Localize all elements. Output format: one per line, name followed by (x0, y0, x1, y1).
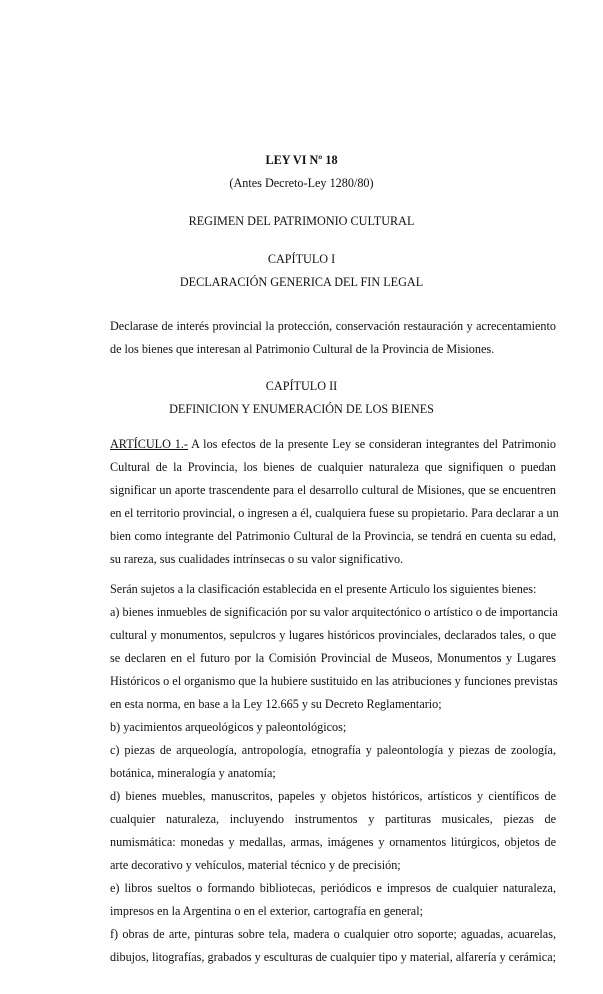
article-1-text: A los efectos de la presente Ley se consideran integrantes del Patrimonio (187, 437, 557, 451)
list-item-e-line: impresos en la Argentina o en el exterior, cartografía en general; (110, 904, 423, 918)
list-item-d-line: cualquier naturaleza, incluyendo instrumentos y partituras musicales, piezas de (110, 812, 556, 826)
paragraph-line: de los bienes que interesan al Patrimonio Cultural de la Provincia de Misiones. (110, 342, 495, 356)
paragraph-line: Declarase de interés provincial la protección, conservación restauración y acrecentamiento (110, 319, 556, 333)
law-title: LEY VI Nº 18 (265, 153, 338, 167)
paragraph-line: Cultural de la Provincia, los bienes de cualquier naturaleza que signifiquen o puedan (110, 460, 556, 474)
list-item-a-line: a) bienes inmuebles de significación por su valor arquitectónico o artístico o de importancia (110, 605, 558, 619)
list-item-a-line: Históricos o el organismo que la hubiere sustituido en las atribuciones y funciones previstas (110, 674, 558, 688)
chapter-1-title: DECLARACIÓN GENERICA DEL FIN LEGAL (179, 275, 424, 289)
chapter-2-title: DEFINICION Y ENUMERACIÓN DE LOS BIENES (169, 402, 434, 416)
list-item-f-line: dibujos, litografías, grabados y esculturas de cualquier tipo y material, alfarería y cerámica; (110, 950, 556, 964)
list-item-f-line: f) obras de arte, pinturas sobre tela, madera o cualquier otro soporte; aguadas, acuarelas, (110, 927, 556, 941)
paragraph-line: bien como integrante del Patrimonio Cultural de la Provincia, se tendrá en cuenta su edad, (110, 529, 556, 543)
article-1-first-line (110, 433, 556, 456)
list-item-d-line: numismática: monedas y medallas, armas, imágenes y ornamentos litúrgicos, objetos de (110, 835, 556, 849)
list-item-e-line: e) libros sueltos o formando bibliotecas, periódicos e impresos de cualquier naturaleza, (110, 881, 556, 895)
paragraph-line: en el territorio provincial, o ingresen a él, cualquiera fuese su propietario. Para declarar a un (110, 506, 559, 520)
list-item-c-line: c) piezas de arqueología, antropología, etnografía y paleontología y piezas de zoología, (110, 743, 556, 757)
paragraph-line: su rareza, sus cualidades intrínsecas o su valor significativo. (110, 552, 404, 566)
list-item-d-line: arte decorativo y vehículos, material técnico y de precisión; (110, 858, 401, 872)
article-1-paragraph (110, 433, 559, 571)
classification-list (110, 578, 556, 969)
list-item-c-line: botánica, mineralogía y anatomía; (110, 766, 276, 780)
list-item-a-line: en esta norma, en base a la Ley 12.665 y su Decreto Reglamentario; (110, 697, 442, 711)
list-item-a-line: cultural y monumentos, sepulcros y lugares históricos provinciales, declarados tales, o que (110, 628, 556, 642)
chapter-2-number: CAPÍTULO II (265, 379, 338, 393)
classification-intro: Serán sujetos a la clasificación establecida en el presente Articulo los siguientes bienes: (110, 582, 537, 596)
former-designation: (Antes Decreto-Ley 1280/80) (229, 176, 374, 190)
chapter-1-number: CAPÍTULO I (267, 252, 336, 266)
list-item-b-line: b) yacimientos arqueológicos y paleontológicos; (110, 720, 347, 734)
article-1-label: ARTÍCULO 1.- (110, 437, 188, 451)
list-item-d-line: d) bienes muebles, manuscritos, papeles y objetos históricos, artísticos y científicos de (110, 789, 556, 803)
chapter-1-paragraph (110, 315, 556, 361)
list-item-a-line: se declaren en el futuro por la Comisión Provincial de Museos, Monumentos y Lugares (110, 651, 556, 665)
regime-title: REGIMEN DEL PATRIMONIO CULTURAL (188, 214, 415, 228)
paragraph-line: significar un aporte trascendente para el desarrollo cultural de Misiones, que se encuentren (110, 483, 556, 497)
